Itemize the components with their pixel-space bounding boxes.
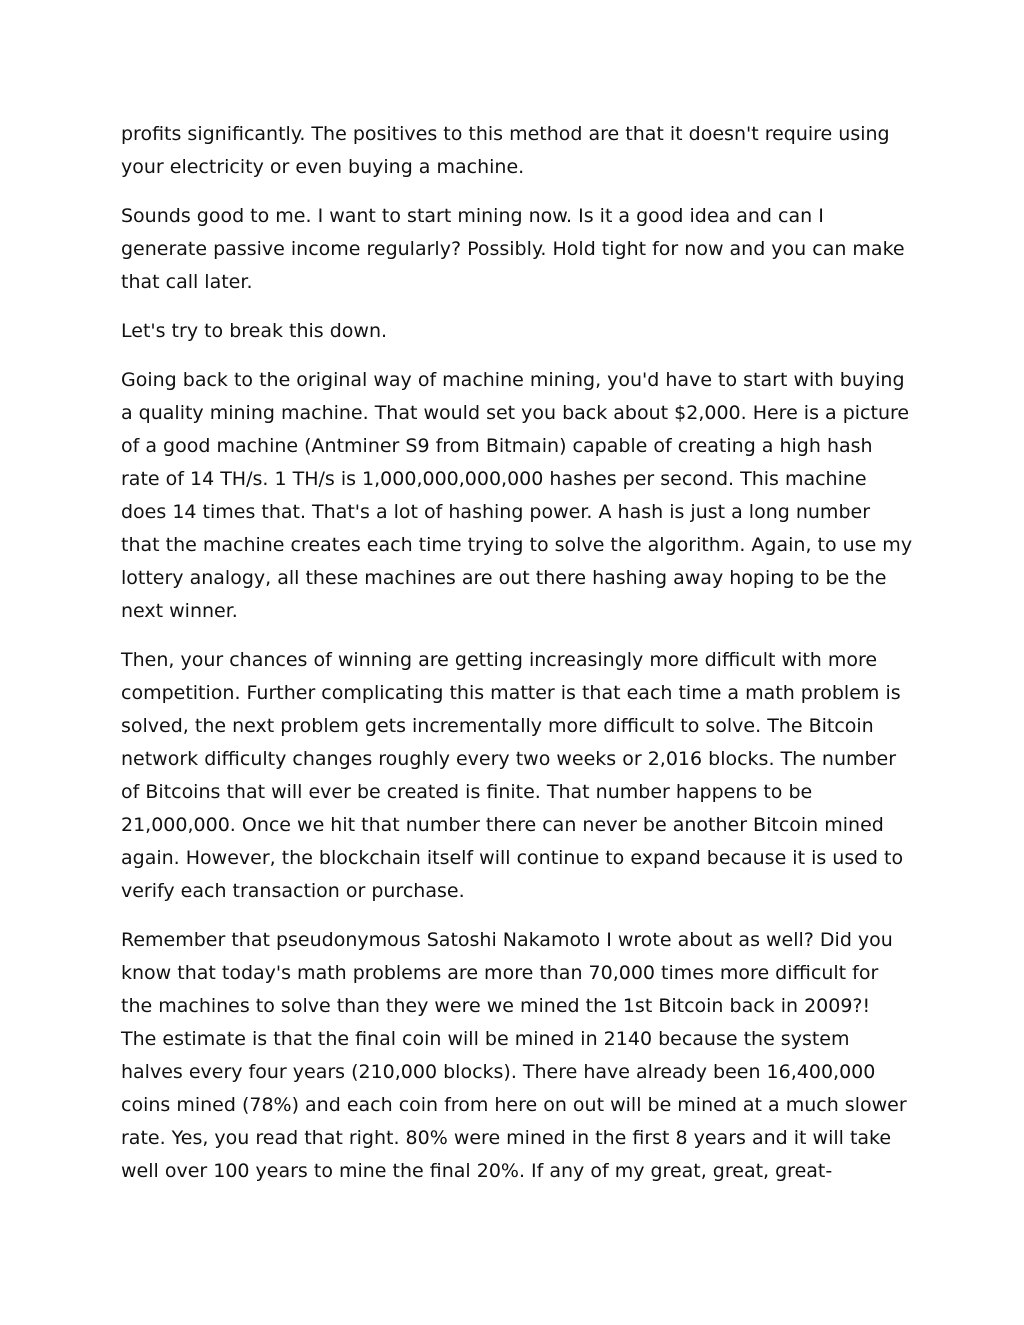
text-line: of Bitcoins that will ever be created is finite. That number happens to be: [121, 781, 813, 803]
text-line: again. However, the blockchain itself will continue to expand because it is used to: [121, 847, 904, 869]
text-line: generate passive income regularly? Possibly. Hold tight for now and you can make: [121, 238, 905, 260]
text-line: competition. Further complicating this matter is that each time a math problem is: [121, 682, 901, 704]
text-line: that call later.: [121, 271, 253, 293]
paragraph-2: [121, 200, 911, 299]
text-line: Sounds good to me. I want to start mining now. Is it a good idea and can I: [121, 205, 824, 227]
text-line: the machines to solve than they were we mined the 1st Bitcoin back in 2009?!: [121, 995, 871, 1017]
paragraph-4: [121, 364, 911, 628]
text-line: Remember that pseudonymous Satoshi Nakamoto I wrote about as well? Did you: [121, 929, 893, 951]
text-line: Let's try to break this down.: [121, 320, 388, 342]
text-line: rate. Yes, you read that right. 80% were mined in the first 8 years and it will take: [121, 1127, 892, 1149]
text-line: Then, your chances of winning are getting increasingly more difficult with more: [121, 649, 878, 671]
text-line: lottery analogy, all these machines are out there hashing away hoping to be the: [121, 567, 887, 589]
text-line: of a good machine (Antminer S9 from Bitmain) capable of creating a high hash: [121, 435, 873, 457]
text-line: solved, the next problem gets incrementally more difficult to solve. The Bitcoin: [121, 715, 874, 737]
text-line: verify each transaction or purchase.: [121, 880, 465, 902]
text-line: your electricity or even buying a machine.: [121, 156, 525, 178]
text-line: that the machine creates each time trying to solve the algorithm. Again, to use my: [121, 534, 913, 556]
text-line: profits significantly. The positives to this method are that it doesn't require using: [121, 123, 890, 145]
paragraph-1: [121, 118, 911, 184]
text-line: does 14 times that. That's a lot of hashing power. A hash is just a long number: [121, 501, 871, 523]
paragraph-5: [121, 644, 911, 908]
text-line: 21,000,000. Once we hit that number there can never be another Bitcoin mined: [121, 814, 884, 836]
text-line: a quality mining machine. That would set you back about $2,000. Here is a picture: [121, 402, 910, 424]
text-line: network difficulty changes roughly every two weeks or 2,016 blocks. The number: [121, 748, 897, 770]
text-line: rate of 14 TH/s. 1 TH/s is 1,000,000,000,000 hashes per second. This machine: [121, 468, 867, 490]
text-line: know that today's math problems are more than 70,000 times more difficult for: [121, 962, 879, 984]
text-line: The estimate is that the final coin will be mined in 2140 because the system: [121, 1028, 850, 1050]
paragraph-3: [121, 315, 911, 348]
text-line: coins mined (78%) and each coin from here on out will be mined at a much slower: [121, 1094, 907, 1116]
text-line: halves every four years (210,000 blocks). There have already been 16,400,000: [121, 1061, 876, 1083]
text-line: well over 100 years to mine the final 20%. If any of my great, great, great-: [121, 1160, 833, 1182]
text-line: Going back to the original way of machine mining, you'd have to start with buying: [121, 369, 905, 391]
text-line: next winner.: [121, 600, 238, 622]
paragraph-6: [121, 924, 911, 1188]
document-body: [121, 118, 911, 1204]
